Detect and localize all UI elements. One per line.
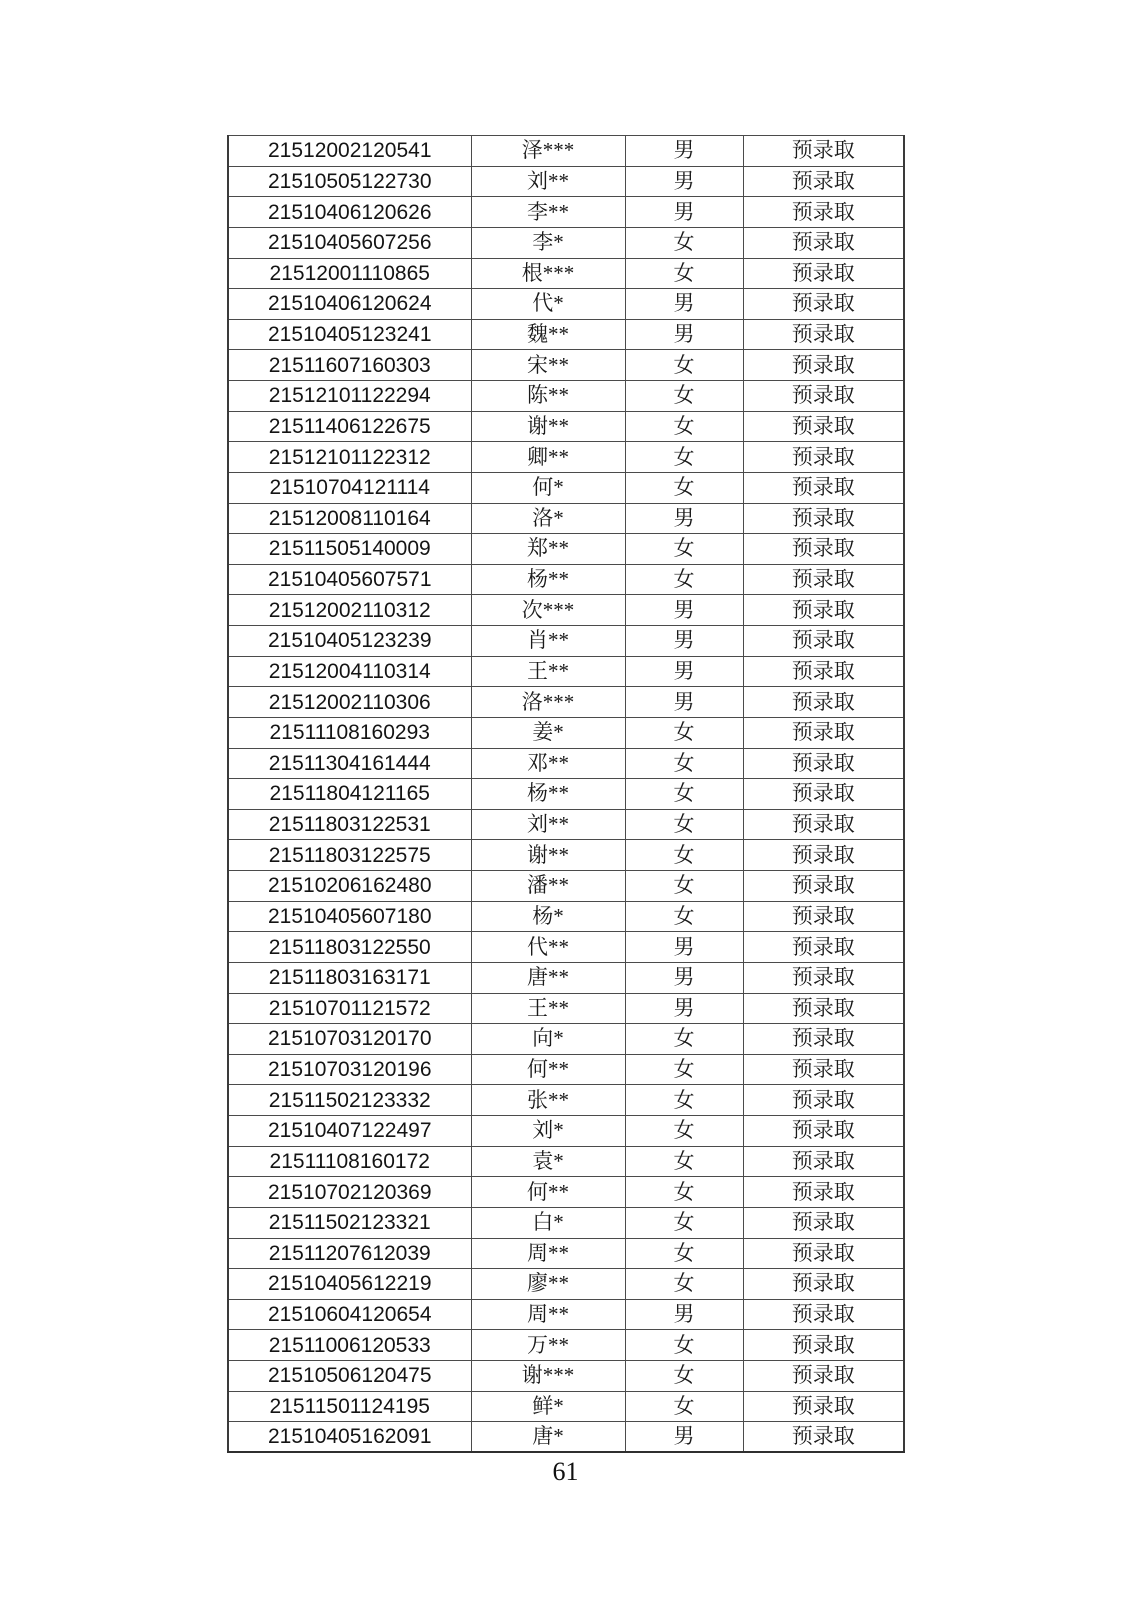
exam-number-cell: 21510405607180 bbox=[228, 901, 471, 932]
status-cell: 预录取 bbox=[743, 1024, 904, 1055]
table-row bbox=[228, 136, 904, 167]
name-cell: 郑** bbox=[471, 534, 625, 565]
gender-cell: 女 bbox=[625, 350, 743, 381]
exam-number-cell: 21510405607571 bbox=[228, 564, 471, 595]
gender-cell: 男 bbox=[625, 962, 743, 993]
gender-cell: 男 bbox=[625, 503, 743, 534]
status-cell: 预录取 bbox=[743, 779, 904, 810]
gender-cell: 女 bbox=[625, 258, 743, 289]
exam-number-cell: 21510703120196 bbox=[228, 1054, 471, 1085]
exam-number-cell: 21512101122312 bbox=[228, 442, 471, 473]
gender-cell: 男 bbox=[625, 656, 743, 687]
exam-number-cell: 21510704121114 bbox=[228, 472, 471, 503]
table-row bbox=[228, 350, 904, 381]
exam-number-cell: 21511803122550 bbox=[228, 932, 471, 963]
exam-number-cell: 21510405612219 bbox=[228, 1269, 471, 1300]
status-cell: 预录取 bbox=[743, 1330, 904, 1361]
status-cell: 预录取 bbox=[743, 227, 904, 258]
table-row bbox=[228, 1085, 904, 1116]
name-cell: 泽*** bbox=[471, 136, 625, 167]
gender-cell: 女 bbox=[625, 717, 743, 748]
gender-cell: 女 bbox=[625, 1146, 743, 1177]
status-cell: 预录取 bbox=[743, 1269, 904, 1300]
status-cell: 预录取 bbox=[743, 656, 904, 687]
name-cell: 周** bbox=[471, 1238, 625, 1269]
table-row bbox=[228, 442, 904, 473]
name-cell: 刘** bbox=[471, 166, 625, 197]
table-row bbox=[228, 1422, 904, 1453]
exam-number-cell: 21512002110306 bbox=[228, 687, 471, 718]
exam-number-cell: 21511803122531 bbox=[228, 809, 471, 840]
exam-number-cell: 21511406122675 bbox=[228, 411, 471, 442]
status-cell: 预录取 bbox=[743, 534, 904, 565]
status-cell: 预录取 bbox=[743, 717, 904, 748]
name-cell: 陈** bbox=[471, 381, 625, 412]
name-cell: 白* bbox=[471, 1207, 625, 1238]
status-cell: 预录取 bbox=[743, 411, 904, 442]
status-cell: 预录取 bbox=[743, 1238, 904, 1269]
name-cell: 鲜* bbox=[471, 1391, 625, 1422]
status-cell: 预录取 bbox=[743, 993, 904, 1024]
status-cell: 预录取 bbox=[743, 1116, 904, 1147]
exam-number-cell: 21512004110314 bbox=[228, 656, 471, 687]
status-cell: 预录取 bbox=[743, 258, 904, 289]
name-cell: 周** bbox=[471, 1299, 625, 1330]
status-cell: 预录取 bbox=[743, 1299, 904, 1330]
exam-number-cell: 21511607160303 bbox=[228, 350, 471, 381]
gender-cell: 男 bbox=[625, 136, 743, 167]
exam-number-cell: 21510406120626 bbox=[228, 197, 471, 228]
gender-cell: 女 bbox=[625, 411, 743, 442]
name-cell: 杨** bbox=[471, 564, 625, 595]
table-row bbox=[228, 1238, 904, 1269]
gender-cell: 女 bbox=[625, 1269, 743, 1300]
table-row bbox=[228, 534, 904, 565]
status-cell: 预录取 bbox=[743, 289, 904, 320]
status-cell: 预录取 bbox=[743, 197, 904, 228]
table-row bbox=[228, 381, 904, 412]
status-cell: 预录取 bbox=[743, 687, 904, 718]
gender-cell: 女 bbox=[625, 1085, 743, 1116]
name-cell: 杨* bbox=[471, 901, 625, 932]
roster-body bbox=[228, 136, 904, 1453]
exam-number-cell: 21510702120369 bbox=[228, 1177, 471, 1208]
exam-number-cell: 21511505140009 bbox=[228, 534, 471, 565]
name-cell: 姜* bbox=[471, 717, 625, 748]
name-cell: 谢*** bbox=[471, 1361, 625, 1392]
name-cell: 李** bbox=[471, 197, 625, 228]
table-row bbox=[228, 1207, 904, 1238]
status-cell: 预录取 bbox=[743, 1054, 904, 1085]
status-cell: 预录取 bbox=[743, 1146, 904, 1177]
name-cell: 代** bbox=[471, 932, 625, 963]
name-cell: 廖** bbox=[471, 1269, 625, 1300]
name-cell: 谢** bbox=[471, 411, 625, 442]
status-cell: 预录取 bbox=[743, 1422, 904, 1453]
table-row bbox=[228, 962, 904, 993]
gender-cell: 女 bbox=[625, 442, 743, 473]
name-cell: 向* bbox=[471, 1024, 625, 1055]
status-cell: 预录取 bbox=[743, 932, 904, 963]
gender-cell: 女 bbox=[625, 564, 743, 595]
exam-number-cell: 21511304161444 bbox=[228, 748, 471, 779]
exam-number-cell: 21511207612039 bbox=[228, 1238, 471, 1269]
gender-cell: 女 bbox=[625, 901, 743, 932]
name-cell: 何* bbox=[471, 472, 625, 503]
table-row bbox=[228, 626, 904, 657]
status-cell: 预录取 bbox=[743, 595, 904, 626]
status-cell: 预录取 bbox=[743, 901, 904, 932]
status-cell: 预录取 bbox=[743, 1361, 904, 1392]
name-cell: 魏** bbox=[471, 319, 625, 350]
gender-cell: 女 bbox=[625, 1391, 743, 1422]
table-row bbox=[228, 656, 904, 687]
table-row bbox=[228, 411, 904, 442]
exam-number-cell: 21512008110164 bbox=[228, 503, 471, 534]
table-row bbox=[228, 1269, 904, 1300]
table-row bbox=[228, 1177, 904, 1208]
gender-cell: 女 bbox=[625, 1116, 743, 1147]
status-cell: 预录取 bbox=[743, 350, 904, 381]
table-row bbox=[228, 840, 904, 871]
name-cell: 洛* bbox=[471, 503, 625, 534]
table-row bbox=[228, 1391, 904, 1422]
gender-cell: 女 bbox=[625, 871, 743, 902]
exam-number-cell: 21511108160172 bbox=[228, 1146, 471, 1177]
table-row bbox=[228, 258, 904, 289]
table-row bbox=[228, 1024, 904, 1055]
table-row bbox=[228, 809, 904, 840]
gender-cell: 男 bbox=[625, 319, 743, 350]
exam-number-cell: 21510405607256 bbox=[228, 227, 471, 258]
status-cell: 预录取 bbox=[743, 626, 904, 657]
page-number: 61 bbox=[552, 1457, 579, 1486]
table-row bbox=[228, 289, 904, 320]
exam-number-cell: 21510506120475 bbox=[228, 1361, 471, 1392]
gender-cell: 男 bbox=[625, 166, 743, 197]
exam-number-cell: 21511804121165 bbox=[228, 779, 471, 810]
table-row bbox=[228, 1116, 904, 1147]
name-cell: 邓** bbox=[471, 748, 625, 779]
gender-cell: 女 bbox=[625, 1054, 743, 1085]
gender-cell: 男 bbox=[625, 197, 743, 228]
table-row bbox=[228, 1146, 904, 1177]
status-cell: 预录取 bbox=[743, 809, 904, 840]
exam-number-cell: 21510407122497 bbox=[228, 1116, 471, 1147]
exam-number-cell: 21511006120533 bbox=[228, 1330, 471, 1361]
status-cell: 预录取 bbox=[743, 472, 904, 503]
table-row bbox=[228, 1361, 904, 1392]
name-cell: 刘* bbox=[471, 1116, 625, 1147]
name-cell: 次*** bbox=[471, 595, 625, 626]
gender-cell: 女 bbox=[625, 472, 743, 503]
name-cell: 刘** bbox=[471, 809, 625, 840]
name-cell: 根*** bbox=[471, 258, 625, 289]
gender-cell: 男 bbox=[625, 993, 743, 1024]
name-cell: 洛*** bbox=[471, 687, 625, 718]
exam-number-cell: 21510505122730 bbox=[228, 166, 471, 197]
gender-cell: 女 bbox=[625, 1024, 743, 1055]
gender-cell: 女 bbox=[625, 1177, 743, 1208]
status-cell: 预录取 bbox=[743, 1391, 904, 1422]
exam-number-cell: 21511501124195 bbox=[228, 1391, 471, 1422]
status-cell: 预录取 bbox=[743, 166, 904, 197]
gender-cell: 女 bbox=[625, 1207, 743, 1238]
name-cell: 王** bbox=[471, 656, 625, 687]
name-cell: 何** bbox=[471, 1054, 625, 1085]
gender-cell: 女 bbox=[625, 1361, 743, 1392]
table-row bbox=[228, 993, 904, 1024]
gender-cell: 男 bbox=[625, 595, 743, 626]
table-row bbox=[228, 166, 904, 197]
name-cell: 肖** bbox=[471, 626, 625, 657]
table-row bbox=[228, 901, 904, 932]
table-row bbox=[228, 932, 904, 963]
status-cell: 预录取 bbox=[743, 748, 904, 779]
gender-cell: 女 bbox=[625, 1330, 743, 1361]
name-cell: 何** bbox=[471, 1177, 625, 1208]
admission-roster-table bbox=[227, 135, 905, 1453]
name-cell: 潘** bbox=[471, 871, 625, 902]
table-row bbox=[228, 227, 904, 258]
exam-number-cell: 21510206162480 bbox=[228, 871, 471, 902]
exam-number-cell: 21510604120654 bbox=[228, 1299, 471, 1330]
gender-cell: 男 bbox=[625, 626, 743, 657]
exam-number-cell: 21510405123241 bbox=[228, 319, 471, 350]
name-cell: 杨** bbox=[471, 779, 625, 810]
name-cell: 代* bbox=[471, 289, 625, 320]
exam-number-cell: 21512002120541 bbox=[228, 136, 471, 167]
gender-cell: 男 bbox=[625, 687, 743, 718]
name-cell: 谢** bbox=[471, 840, 625, 871]
status-cell: 预录取 bbox=[743, 1207, 904, 1238]
name-cell: 袁* bbox=[471, 1146, 625, 1177]
exam-number-cell: 21511803163171 bbox=[228, 962, 471, 993]
table-row bbox=[228, 319, 904, 350]
status-cell: 预录取 bbox=[743, 136, 904, 167]
table-row bbox=[228, 779, 904, 810]
gender-cell: 男 bbox=[625, 932, 743, 963]
status-cell: 预录取 bbox=[743, 564, 904, 595]
table-row bbox=[228, 564, 904, 595]
exam-number-cell: 21511502123332 bbox=[228, 1085, 471, 1116]
gender-cell: 女 bbox=[625, 748, 743, 779]
table-row bbox=[228, 748, 904, 779]
status-cell: 预录取 bbox=[743, 503, 904, 534]
table-row bbox=[228, 1299, 904, 1330]
gender-cell: 男 bbox=[625, 289, 743, 320]
gender-cell: 男 bbox=[625, 1422, 743, 1453]
table-row bbox=[228, 1054, 904, 1085]
gender-cell: 女 bbox=[625, 381, 743, 412]
name-cell: 卿** bbox=[471, 442, 625, 473]
status-cell: 预录取 bbox=[743, 319, 904, 350]
status-cell: 预录取 bbox=[743, 840, 904, 871]
gender-cell: 女 bbox=[625, 779, 743, 810]
gender-cell: 男 bbox=[625, 1299, 743, 1330]
exam-number-cell: 21511108160293 bbox=[228, 717, 471, 748]
exam-number-cell: 21512002110312 bbox=[228, 595, 471, 626]
status-cell: 预录取 bbox=[743, 381, 904, 412]
gender-cell: 女 bbox=[625, 1238, 743, 1269]
exam-number-cell: 21512001110865 bbox=[228, 258, 471, 289]
exam-number-cell: 21510406120624 bbox=[228, 289, 471, 320]
table-row bbox=[228, 197, 904, 228]
status-cell: 预录取 bbox=[743, 1085, 904, 1116]
status-cell: 预录取 bbox=[743, 871, 904, 902]
name-cell: 王** bbox=[471, 993, 625, 1024]
table-row bbox=[228, 717, 904, 748]
name-cell: 唐** bbox=[471, 962, 625, 993]
status-cell: 预录取 bbox=[743, 962, 904, 993]
table-row bbox=[228, 472, 904, 503]
gender-cell: 女 bbox=[625, 227, 743, 258]
name-cell: 唐* bbox=[471, 1422, 625, 1453]
name-cell: 张** bbox=[471, 1085, 625, 1116]
table-row bbox=[228, 595, 904, 626]
gender-cell: 女 bbox=[625, 534, 743, 565]
status-cell: 预录取 bbox=[743, 442, 904, 473]
table-row bbox=[228, 503, 904, 534]
name-cell: 李* bbox=[471, 227, 625, 258]
exam-number-cell: 21511502123321 bbox=[228, 1207, 471, 1238]
exam-number-cell: 21510703120170 bbox=[228, 1024, 471, 1055]
gender-cell: 女 bbox=[625, 809, 743, 840]
table-row bbox=[228, 687, 904, 718]
exam-number-cell: 21510405123239 bbox=[228, 626, 471, 657]
name-cell: 万** bbox=[471, 1330, 625, 1361]
exam-number-cell: 21511803122575 bbox=[228, 840, 471, 871]
table-row bbox=[228, 871, 904, 902]
exam-number-cell: 21510701121572 bbox=[228, 993, 471, 1024]
gender-cell: 女 bbox=[625, 840, 743, 871]
table-row bbox=[228, 1330, 904, 1361]
exam-number-cell: 21510405162091 bbox=[228, 1422, 471, 1453]
status-cell: 预录取 bbox=[743, 1177, 904, 1208]
name-cell: 宋** bbox=[471, 350, 625, 381]
exam-number-cell: 21512101122294 bbox=[228, 381, 471, 412]
